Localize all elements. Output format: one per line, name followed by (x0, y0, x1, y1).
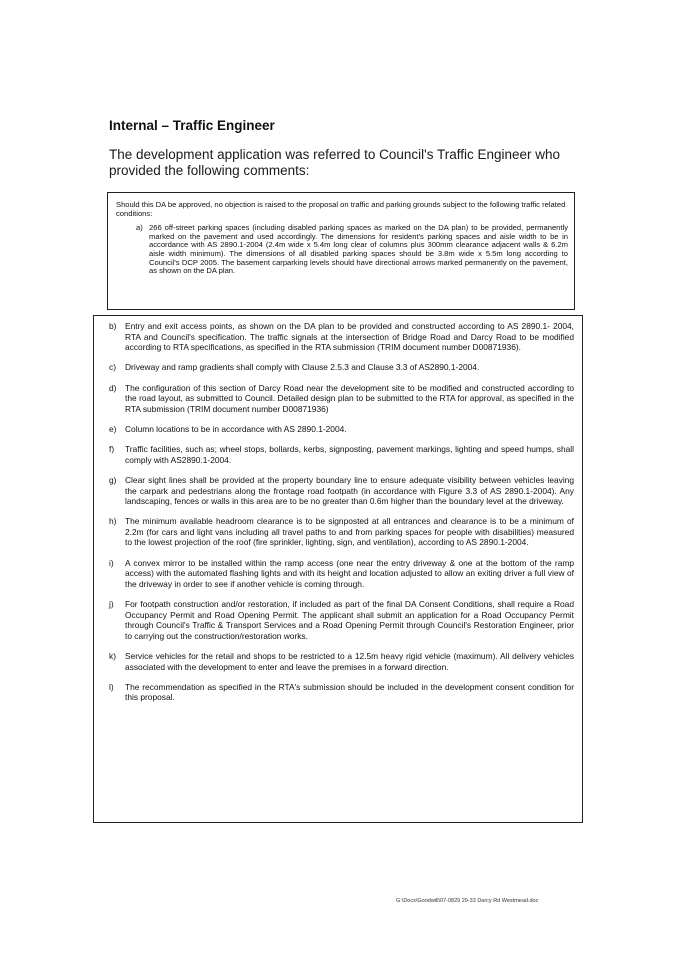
condition-text: Traffic facilities, such as; wheel stops, bollards, kerbs, signposting, pavement markings, lighting and speed humps, shall comply with AS2890.1-2004. (125, 444, 574, 465)
condition-text: 266 off-street parking spaces (including disabled parking spaces as marked on the DA plan) to be provided, permanently marked on the pavement and used accordingly. The dimensions for resident's parking spaces and aisle width to be in accordance with AS 2890.1-2004 (2.4m wide x 5.4m long clear of columns plus 300mm clearance adjacent walls & 6.2m aisle width minimum). The dimensions of all disabled parking spaces should be 3.8m wide x 5.5m long according to Council's DCP 2005. The basement carparking levels should have directional arrows marked permanently on the pavement, as shown on the DA plan. (149, 223, 568, 276)
condition-text: Column locations to be in accordance with AS 2890.1-2004. (125, 423, 347, 434)
condition-item-c (109, 362, 574, 373)
condition-text: Entry and exit access points, as shown on the DA plan to be provided and constructed according to AS 2890.1- 2004, RTA and Council's specification. The traffic signals at the intersection of Bridge Road and Darcy Road to be modified according to RTA specifications, as specified in the RTA submission (TRIM document number D00871936). (125, 321, 574, 353)
condition-text: Driveway and ramp gradients shall comply with Clause 2.5.3 and Clause 3.3 of AS2890.1-2004. (125, 362, 480, 373)
condition-item-d (109, 383, 574, 415)
condition-item-k (109, 651, 574, 672)
file-path-footer: G:\Docs\Goodwill\07-0829 29-33 Darcy Rd Westmead.doc (396, 898, 539, 904)
condition-text: The minimum available headroom clearance is to be signposted at all entrances and clearance is to be a minimum of 2.2m (for cars and light vans including all travel paths to and from parking spaces for people with disabilities) measured to the lowest projection of the roof (fire sprinkler, lighting, sign, and ventilation), according to AS 2890.1-2004. (125, 516, 574, 548)
condition-item-i (109, 558, 574, 590)
condition-item-a (136, 224, 568, 276)
condition-label: f) (109, 444, 115, 455)
condition-label: d) (109, 382, 117, 393)
conditions-lead: Should this DA be approved, no objection is raised to the proposal on traffic and parking grounds subject to the following traffic related conditions: (116, 200, 566, 218)
condition-label: e) (109, 423, 117, 434)
condition-item-h (109, 516, 574, 548)
section-heading: Internal – Traffic Engineer (109, 118, 275, 133)
condition-item-e (109, 424, 574, 435)
condition-label: h) (109, 516, 117, 527)
condition-text: For footpath construction and/or restoration, if included as part of the final DA Consent Conditions, shall require a Road Occupancy Permit and Road Opening Permit. The applicant shall submit an application for a Road Occupancy Permit through Council's Traffic & Transport Services and a Road Opening Permit through Council's Restoration Engineer, prior to carrying out the construction/restoration works. (125, 599, 574, 641)
condition-text: Service vehicles for the retail and shops to be restricted to a 12.5m heavy rigid vehicle (maximum). All delivery vehicles associated with the development to enter and leave the premises in a forward direction. (125, 651, 574, 672)
condition-item-b (109, 321, 574, 353)
condition-label: j) (109, 599, 114, 610)
condition-label: b) (109, 321, 117, 331)
condition-label: k) (109, 651, 116, 661)
condition-text: The recommendation as specified in the RTA's submission should be included in the development consent condition for this proposal. (125, 681, 574, 703)
conditions-box-main (93, 315, 583, 823)
condition-text: Clear sight lines shall be provided at the property boundary line to ensure adequate visibility between vehicles leaving the carpark and pedestrians along the frontage road footpath (in accordance with Figure 3.3 of AS 2890.1-2004). Any landscaping, fences or walls in this area are to be no greater than 0.6m higher than the boundary level at the driveway. (125, 474, 574, 507)
condition-label: i) (109, 557, 114, 568)
condition-label: c) (109, 362, 116, 373)
condition-text: A convex mirror to be installed within the ramp access (one near the entry driveway & one at the bottom of the ramp access) with the automated flashing lights and with its height and location adjusted to allow an exiting driver a full view of the driveway in order to see if another vehicle is coming through. (125, 557, 574, 589)
condition-item-f (109, 444, 574, 465)
condition-item-l (109, 682, 574, 703)
intro-paragraph: The development application was referred to Council's Traffic Engineer who provided the following comments: (109, 147, 561, 178)
condition-item-g (109, 475, 574, 507)
condition-label: a) (136, 223, 143, 233)
condition-text: The configuration of this section of Darcy Road near the development site to be modified and constructed according to the road layout, as submitted to Council. Detailed design plan to be submitted to the RTA for approval, as specified in the RTA submission (TRIM document number D00871936) (125, 382, 574, 414)
condition-label: l) (109, 681, 114, 692)
condition-label: g) (109, 474, 117, 485)
conditions-box-top (107, 192, 575, 310)
condition-item-j (109, 599, 574, 641)
